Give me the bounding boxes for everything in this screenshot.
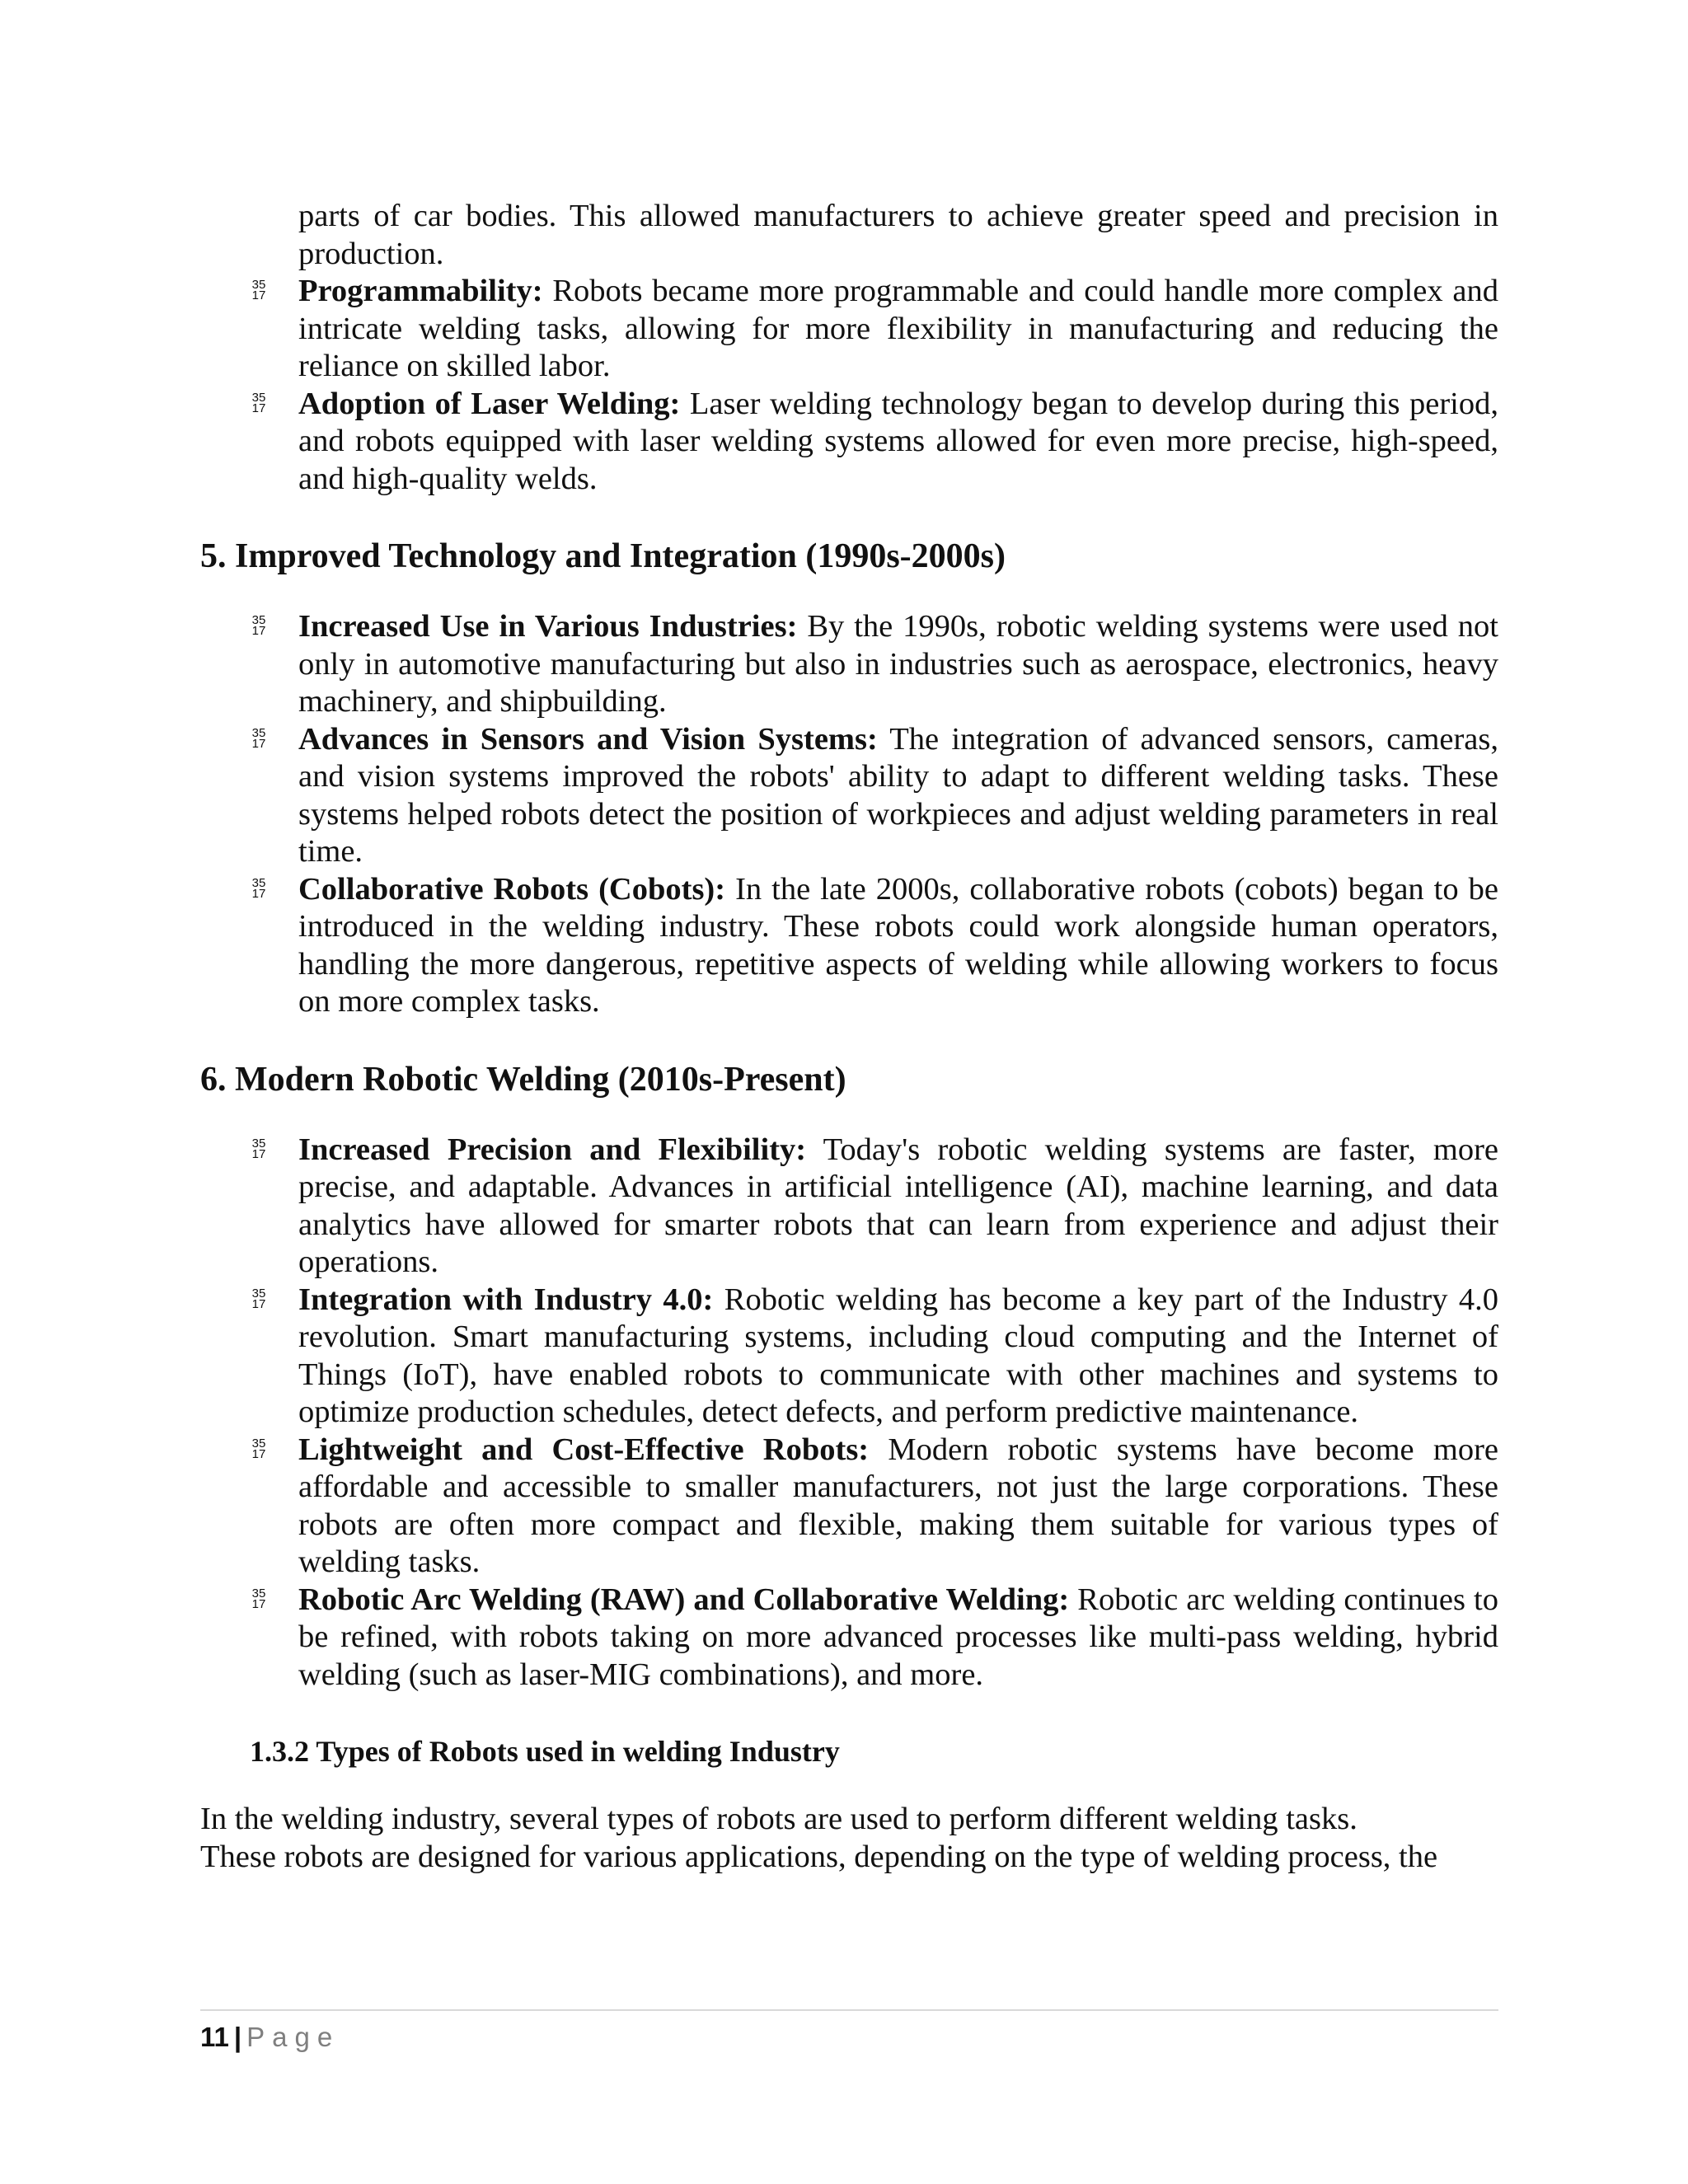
item-term: Integration with Industry 4.0: [298, 1282, 714, 1317]
list-item [200, 198, 1498, 273]
item-term: Increased Use in Various Industries: [298, 609, 798, 644]
item-text: Robots became more programmable and could handle more complex and intricate welding tasks, allowing for more flexibility in manufacturing and reducing the reliance on skilled labor. [298, 274, 1498, 383]
bullet-icon: 35 17 [251, 875, 266, 901]
section-6-list [200, 1132, 1498, 1694]
list-item [200, 1432, 1498, 1582]
bullet-icon: 35 17 [251, 1436, 266, 1461]
list-item [200, 871, 1498, 1021]
bullet-icon: 35 17 [251, 1136, 266, 1161]
list-item [200, 386, 1498, 499]
item-term: Lightweight and Cost-Effective Robots: [298, 1432, 870, 1467]
bullet-icon: 35 17 [251, 613, 266, 638]
section-5-list [200, 608, 1498, 1021]
section-6-heading: 6. Modern Robotic Welding (2010s-Present) [200, 1060, 846, 1099]
list-item [200, 1282, 1498, 1432]
item-term: Collaborative Robots (Cobots): [298, 871, 726, 907]
list-item [200, 273, 1498, 386]
subsection-heading: 1.3.2 Types of Robots used in welding Industry [250, 1735, 840, 1768]
item-term: Robotic Arc Welding (RAW) and Collaborative Welding: [298, 1582, 1070, 1617]
item-text: Robotic welding has become a key part of the Industry 4.0 revolution. Smart manufacturing systems, including cloud computing and the Internet of Things (IoT), have enabled robots to communicate with other machines and systems to optimize production schedules, detect defects, and perform predictive maintenance. [298, 1282, 1498, 1429]
bullet-icon: 35 17 [251, 390, 266, 415]
list-item [200, 1132, 1498, 1282]
item-term: Adoption of Laser Welding: [298, 386, 681, 421]
item-text: parts of car bodies. This allowed manufacturers to achieve greater speed and precision in production. [298, 199, 1498, 271]
item-text: Modern robotic systems have become more affordable and accessible to smaller manufacturers, not just the large corporations. These robots are often more compact and flexible, making them suitable for various types of welding tasks. [298, 1432, 1498, 1579]
item-text: Robotic arc welding continues to be refined, with robots taking on more advanced processes like multi-pass welding, hybrid welding (such as laser-MIG combinations), and more. [298, 1582, 1498, 1692]
item-term: Advances in Sensors and Vision Systems: [298, 721, 878, 757]
page-footer [200, 2021, 340, 2054]
paragraph-line: In the welding industry, several types of robots are used to perform different welding tasks. [200, 1802, 1357, 1836]
bullet-icon: 35 17 [251, 725, 266, 751]
list-item [200, 1582, 1498, 1694]
top-bullet-list [200, 198, 1498, 498]
item-text: The integration of advanced sensors, cameras, and vision systems improved the robots' ability to adapt to different welding tasks. These systems helped robots detect the position of workpieces and adjust welding parameters in real time. [298, 721, 1498, 869]
bullet-icon: 35 17 [251, 1286, 266, 1311]
page-content [200, 198, 1498, 1876]
item-term: Programmability: [298, 274, 543, 308]
item-text: Today's robotic welding systems are faster, more precise, and adaptable. Advances in artificial intelligence (AI), machine learning, and data analytics have allowed for smarter robots that can learn from experience and adjust their operations. [298, 1132, 1498, 1279]
section-5-heading: 5. Improved Technology and Integration (1990s-2000s) [200, 537, 1006, 575]
item-text: In the late 2000s, collaborative robots (cobots) began to be introduced in the welding industry. These robots could work alongside human operators, handling the more dangerous, repetitive aspects of welding while allowing workers to focus on more complex tasks. [298, 871, 1498, 1019]
footer-divider [200, 2009, 1498, 2011]
item-text: By the 1990s, robotic welding systems were used not only in automotive manufacturing but also in industries such as aerospace, electronics, heavy machinery, and shipbuilding. [298, 609, 1498, 719]
item-text: Laser welding technology began to develop during this period, and robots equipped with laser welding systems allowed for even more precise, high-speed, and high-quality welds. [298, 386, 1498, 496]
list-item [200, 721, 1498, 871]
paragraph-line: These robots are designed for various applications, depending on the type of welding process, the [200, 1839, 1438, 1874]
bullet-icon: 35 17 [251, 1586, 266, 1611]
item-term: Increased Precision and Flexibility: [298, 1132, 807, 1167]
list-item [200, 608, 1498, 721]
bullet-icon: 35 17 [251, 278, 266, 302]
body-paragraph [200, 1801, 1498, 1876]
footer-separator: | [233, 2022, 242, 2052]
page-number: 11 [200, 2022, 229, 2052]
page-label: Page [246, 2022, 340, 2052]
